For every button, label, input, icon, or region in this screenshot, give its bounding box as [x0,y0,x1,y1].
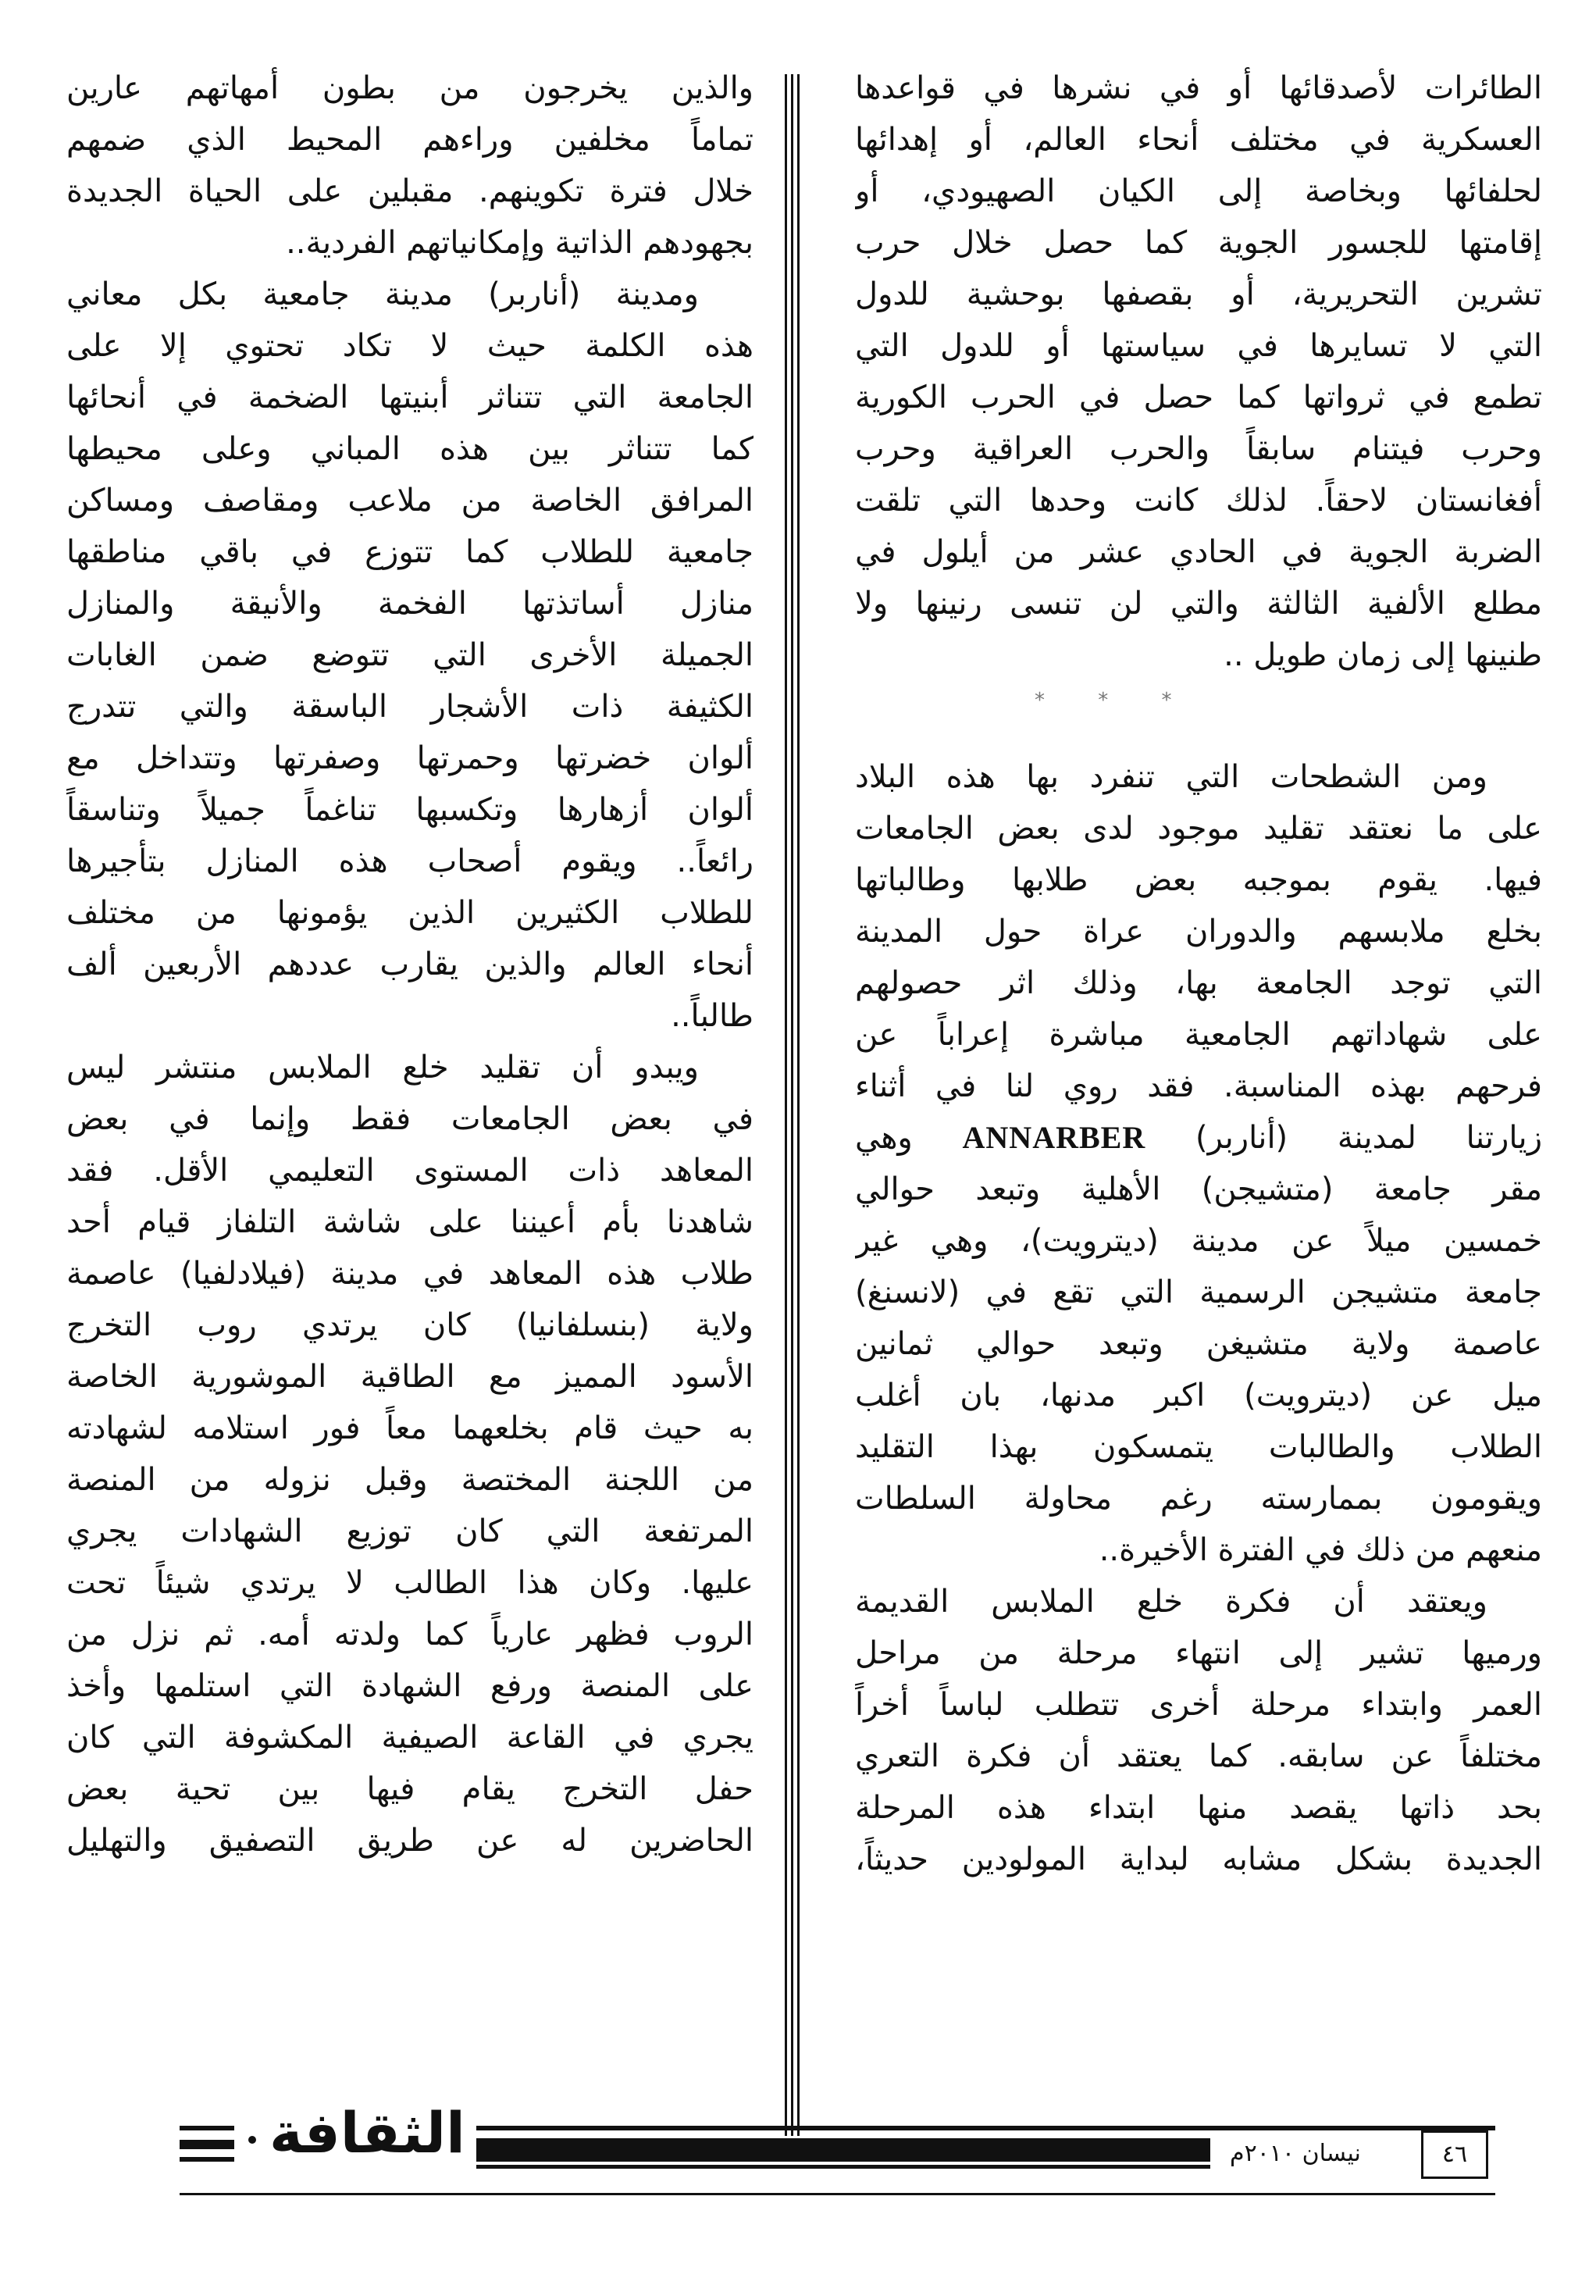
text-line: منعهم من ذلك في الفترة الأخيرة.. [1099,1532,1542,1568]
text-line: تطمع في ثرواتها كما حصل في الحرب الكورية [855,380,1542,415]
text-line: خلال فترة تكوينهم. مقبلين على الحياة الجديدة [66,173,753,209]
text-line: تشرين التحريرية، أو بقصفها بوحشية للدول [855,276,1542,312]
text-line: بجهودهم الذاتية وإمكانياتهم الفردية.. [286,225,753,261]
text-line: للطلاب الكثيرين الذين يؤمونها من مختلف [66,895,753,931]
text-line: الروب فظهر عارياً كما ولدته أمه. ثم نزل من [66,1617,753,1652]
text-line: أفغانستان لاحقاً. لذلك كانت وحدها التي تلقت [855,483,1542,519]
text-line: والذين يخرجون من بطون أمهاتهم عارين [66,70,753,106]
text-line: طالباً.. [671,998,753,1034]
text-line: مختلفاً عن سابقه. كما يعتقد أن فكرة التعري [855,1738,1542,1774]
text-line: الحاضرين له عن طريق التصفيق والتهليل [66,1823,753,1859]
text-line: فرحهم بهذه المناسبة. فقد روي لنا في أثناء [855,1068,1542,1104]
text-fragment: زيارتنا لمدينة (أناربر) [1145,1120,1542,1156]
magazine-logo: الثقافة [269,2100,465,2166]
text-line: الضربة الجوية في الحادي عشر من أيلول في [855,534,1542,570]
text-line: منازل أساتذتها الفخمة والأنيقة والمنازل [66,586,753,622]
text-line: حفل التخرج يقام فيها بين تحية بعض [66,1771,753,1807]
text-line: الكثيفة ذات الأشجار الباسقة والتي تتدرج [66,689,753,725]
text-line: ويقومون بممارسته رغم محاولة السلطات [855,1481,1542,1517]
text-line: خمسين ميلاً عن مدينة (ديترويت)، وهي غير [855,1223,1542,1259]
text-line: عليها. وكان هذا الطالب لا يرتدي شيئاً تحت [66,1565,753,1601]
text-line: الجديدة بشكل مشابه لبداية المولودين حديثاً، [855,1841,1542,1877]
article-column-right [855,62,1542,2109]
text-line: المرافق الخاصة من ملاعب ومقاصف ومساكن [66,483,753,519]
text-line: ألوان أزهارها وتكسبها تناغماً جميلاً وتناسقاً [66,792,753,828]
text-fragment: وهي [855,1120,963,1156]
column-divider [791,74,793,2136]
text-line: المرتفعة التي كان توزيع الشهادات يجري [66,1513,753,1549]
issue-date: نيسان ٢٠١٠م [1230,2140,1361,2167]
article-column-left [66,62,753,2109]
footer-rule [476,2138,1210,2162]
text-line: يجري في القاعة الصيفية المكشوفة التي كان [66,1720,753,1756]
column-divider [785,74,787,2136]
right-column-text [855,62,1542,1885]
text-line: الطائرات لأصدقائها أو في نشرها في قواعدها [855,70,1542,106]
column-divider [797,74,800,2136]
page-footer [0,2093,1596,2249]
footer-rule [476,2126,1495,2130]
text-line: على ما نعتقد تقليد موجود لدى بعض الجامعات [855,811,1542,847]
text-line: الجامعة التي تتناثر أبنيتها الضخمة في أنحائها [66,380,753,415]
text-line: عاصمة ولاية متشيغن وتبعد حوالي ثمانين [855,1326,1542,1362]
text-line: فيها. يقوم بموجبه بعض طلابها وطالباتها [855,862,1542,898]
text-line: على شهاداتهم الجامعية مباشرة إعراباً عن [855,1017,1542,1053]
footer-rule [180,2157,234,2162]
left-column-text [66,62,753,1866]
text-line: ومدينة (أناربر) مدينة جامعية بكل معاني [66,276,699,312]
text-line [855,1112,1542,1164]
footer-rule [476,2165,1210,2169]
text-line: التي توجد الجامعة بها، وذلك اثر حصولهم [855,965,1542,1001]
text-line: بخلع ملابسهم والدوران عراة حول المدينة [855,914,1542,950]
text-line: مقر جامعة (متشيجن) الأهلية وتبعد حوالي [855,1171,1542,1207]
text-line: العمر وابتداء مرحلة أخرى تتطلب لباساً أخراً [855,1687,1542,1723]
text-line: جامعة متشيجن الرسمية التي تقع في (لانسنغ) [855,1275,1542,1310]
text-line: العسكرية في مختلف أنحاء العالم، أو إهدائها [855,122,1542,158]
text-line: ألوان خضرتها وحمرتها وصفرتها وتتداخل مع [66,740,753,776]
text-line: وحرب فيتنام سابقاً والحرب العراقية وحرب [855,431,1542,467]
text-line: الطلاب والطالبات يتمسكون بهذا التقليد [855,1429,1542,1465]
page-number: ٤٦ [1421,2130,1488,2179]
text-line: ومن الشطحات التي تنفرد بها هذه البلاد [855,759,1487,795]
text-line: إقامتها للجسور الجوية كما حصل خلال حرب [855,225,1542,261]
text-line: شاهدنا بأم أعيننا على شاشة التلفاز قيام أحد [66,1204,753,1240]
text-line: المعاهد ذات المستوى التعليمي الأقل. فقد [66,1153,753,1189]
text-line: الأسود المميز مع الطاقية الموشورية الخاصة [66,1359,753,1395]
text-line: أنحاء العالم والذين يقارب عددهم الأربعين ألف [66,947,753,982]
text-line: هذه الكلمة حيث لا تكاد تحتوي إلا على [66,328,753,364]
text-line: طنينها إلى زمان طويل .. [1224,637,1542,673]
text-line: به حيث قام بخلعهما معاً فور استلامه لشهادته [66,1410,753,1446]
text-line: مطلع الألفية الثالثة والتي لن تنسى رنينها ولا [855,586,1542,622]
text-line: ولاية (بنسلفانيا) كان يرتدي روب التخرج [66,1307,753,1343]
text-line: الجميلة الأخرى التي تتوضع ضمن الغابات [66,637,753,673]
text-line: كما تتناثر بين هذه المباني وعلى محيطها [66,431,753,467]
section-separator: * * * [1035,689,1195,712]
text-line: ميل عن (ديترويت) اكبر مدنها، بان أغلب [855,1378,1542,1414]
text-line: رائعاً.. ويقوم أصحاب هذه المنازل بتأجيرها [66,843,753,879]
text-line: ويبدو أن تقليد خلع الملابس منتشر ليس [66,1050,699,1086]
text-line: ورميها تشير إلى انتهاء مرحلة من مراحل [855,1635,1542,1671]
footer-bottom-rule [180,2193,1495,2195]
logo-dot [248,2136,256,2144]
text-line: طلاب هذه المعاهد في مدينة (فيلادلفيا) عاصمة [66,1256,753,1292]
latin-city-name: ANNARBER [962,1120,1146,1155]
text-line: على المنصة ورفع الشهادة التي استلمها وأخذ [66,1668,753,1704]
text-line: جامعية للطلاب كما تتوزع في باقي مناطقها [66,534,753,570]
text-line: بحد ذاتها يقصد منها ابتداء هذه المرحلة [855,1790,1542,1826]
spacer [855,728,1542,751]
text-line: التي لا تسايرها في سياستها أو للدول التي [855,328,1542,364]
text-line: تماماً مخلفين وراءهم المحيط الذي ضمهم [66,122,753,158]
footer-rule [180,2126,234,2130]
text-line: من اللجنة المختصة وقبل نزوله من المنصة [66,1462,753,1498]
text-line: ويعتقد أن فكرة خلع الملابس القديمة [855,1584,1487,1620]
text-line: لحلفائها وبخاصة إلى الكيان الصهيودي، أو [855,173,1542,209]
text-line: في بعض الجامعات فقط وإنما في بعض [66,1101,753,1137]
footer-rule [180,2140,234,2149]
